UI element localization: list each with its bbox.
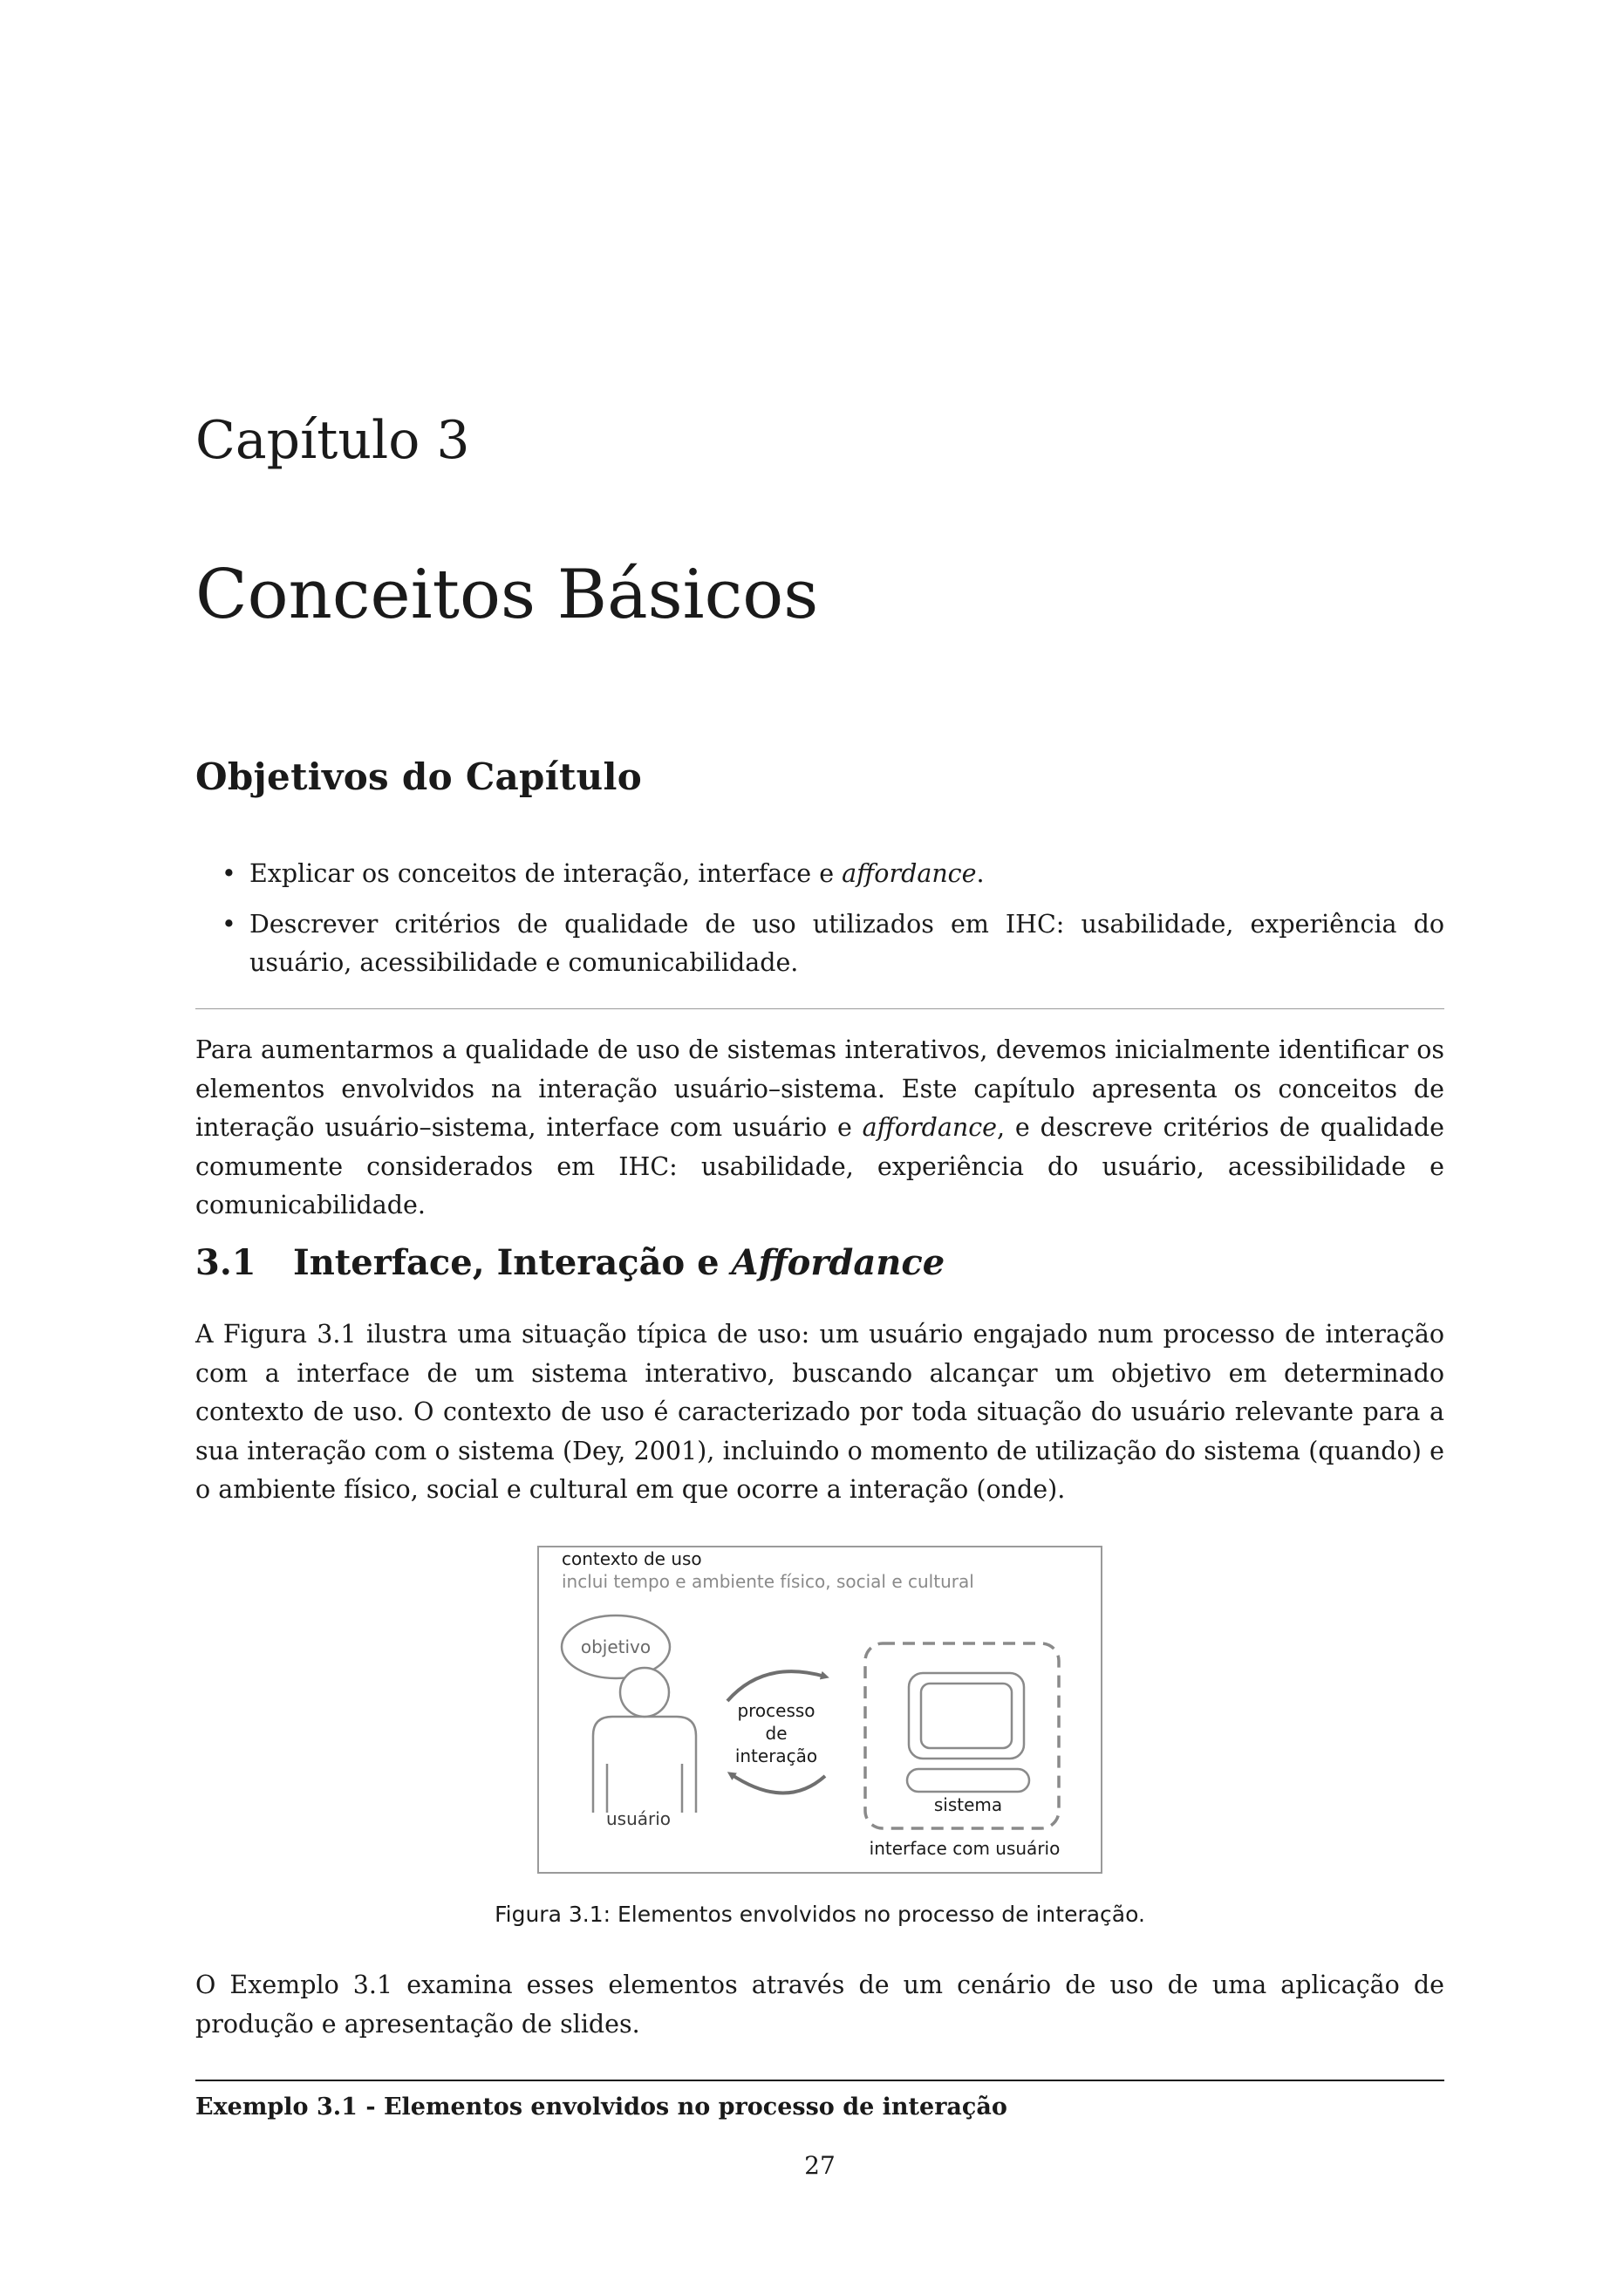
process-label-line2: de	[765, 1723, 788, 1744]
example-heading: Exemplo 3.1 - Elementos envolvidos no processo de interação	[195, 2094, 1007, 2121]
computer-icon	[907, 1673, 1029, 1792]
figure-caption: Figura 3.1: Elementos envolvidos no processo de interação.	[495, 1902, 1145, 1927]
section-heading	[195, 1242, 1444, 1283]
section-number: 3.1	[195, 1242, 256, 1283]
objective-item	[195, 855, 1444, 893]
section-title-term: Affordance	[731, 1242, 945, 1283]
context-title: contexto de uso	[562, 1548, 702, 1569]
process-label-line3: interação	[734, 1745, 818, 1766]
interaction-figure	[537, 1546, 1102, 1874]
objective-punct: .	[976, 859, 985, 888]
user-icon	[593, 1668, 696, 1813]
context-subtitle: inclui tempo e ambiente físico, social e cultural	[562, 1571, 974, 1592]
section-paragraph: A Figura 3.1 ilustra uma situação típica de uso: um usuário engajado num processo de interação com a interface de um sistema interativo, buscando alcançar um objetivo em determinado contexto de uso. O contexto de uso é caracterizado por toda situação do usuário relevante para a sua interação com o sistema (Dey, 2001), incluindo o momento de utilização do sistema (quando) e o ambiente físico, social e cultural em que ocorre a interação (onde).	[195, 1320, 1444, 1504]
chapter-title: Conceitos Básicos	[195, 556, 819, 634]
user-label: usuário	[605, 1808, 672, 1829]
system-label: sistema	[933, 1794, 1003, 1815]
objectives-list	[195, 855, 1444, 994]
goal-label: objetivo	[580, 1636, 652, 1657]
intro-text-2: , e descreve critérios de qualidade comumente considerados em IHC: usabilidade, experiência do usuário, acessibilidade e comunicabilidade.	[195, 1113, 1445, 1219]
page-number: 27	[804, 2151, 836, 2180]
chapter-label: Capítulo 3	[195, 410, 470, 471]
process-label-line1: processo	[737, 1700, 815, 1721]
objective-item	[195, 905, 1444, 982]
objective-text: Explicar os conceitos de interação, interface e	[249, 859, 843, 888]
section-title: Interface, Interação e	[293, 1242, 732, 1283]
interface-label: interface com usuário	[869, 1838, 1061, 1859]
section-divider	[195, 1008, 1444, 1009]
intro-paragraph	[195, 1031, 1444, 1226]
objectives-heading: Objetivos do Capítulo	[195, 755, 643, 798]
example-divider	[195, 2080, 1444, 2081]
intro-term: affordance	[862, 1113, 998, 1142]
intro-text-1: Para aumentarmos a qualidade de uso de sistemas interativos, devemos inicialmente identificar os elementos envolvidos na interação usuário–sistema. Este capítulo apresenta os conceitos de interação usuário–sistema, interface com usuário e	[195, 1035, 1444, 1142]
objective-term: affordance	[842, 859, 977, 888]
objective-text: Descrever critérios de qualidade de uso utilizados em IHC: usabilidade, experiência do usuário, acessibilidade e comunicabilidade.	[249, 910, 1444, 977]
example-paragraph: O Exemplo 3.1 examina esses elementos através de um cenário de uso de uma aplicação de produção e apresentação de slides.	[195, 1971, 1444, 2039]
